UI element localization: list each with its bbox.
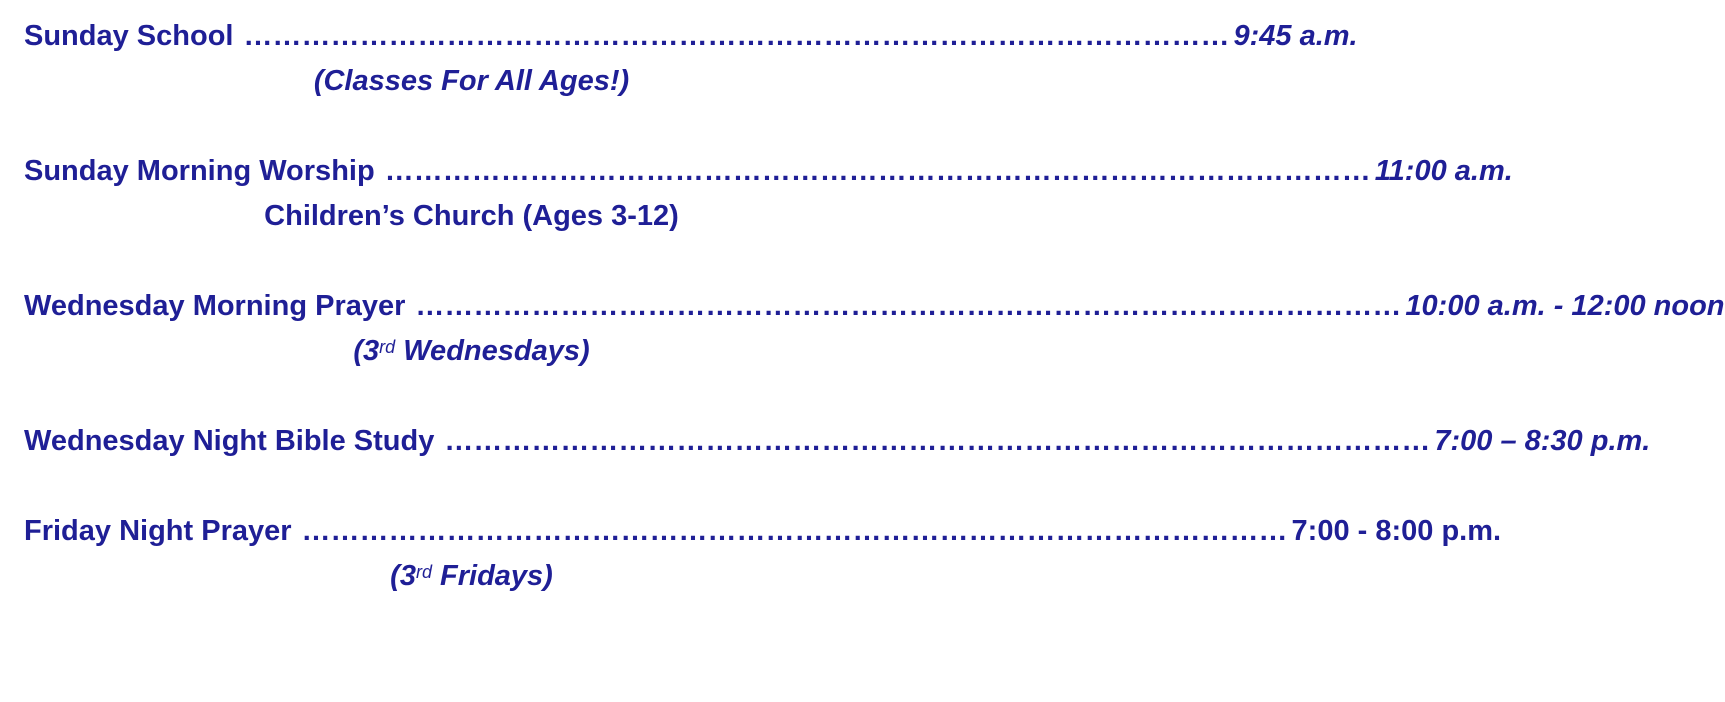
event-note: [24, 554, 919, 599]
event-note: Children’s Church (Ages 3-12): [264, 200, 679, 232]
note-prefix: (3: [353, 335, 380, 367]
dot-leader: …………………………………………………………………………………………: [444, 425, 1431, 457]
spacer: [24, 239, 919, 284]
schedule-row-sunday-morning-worship: [24, 149, 1513, 194]
schedule-row-friday-night-prayer: [24, 509, 1502, 554]
spacer: [24, 104, 919, 149]
event-name: Friday Night Prayer: [24, 515, 292, 547]
spacer: [24, 464, 919, 509]
event-time: 7:00 – 8:30 p.m.: [1434, 425, 1651, 457]
note-superscript: rd: [415, 562, 432, 582]
note-suffix: Wednesdays): [395, 335, 590, 367]
event-name: Sunday School: [24, 20, 234, 52]
dot-leader: …………………………………………………………………………………………: [243, 20, 1230, 52]
schedule-row-sunday-school: [24, 14, 1358, 59]
spacer: [24, 374, 919, 419]
dot-leader: …………………………………………………………………………………………: [301, 515, 1288, 547]
dot-leader: …………………………………………………………………………………………: [384, 155, 1371, 187]
event-name: Sunday Morning Worship: [24, 155, 375, 187]
schedule-row-wednesday-night-bible-study: [24, 419, 1651, 464]
note-superscript: rd: [379, 337, 396, 357]
schedule-row-wednesday-morning-prayer: [24, 284, 1725, 329]
event-time: 7:00 - 8:00 p.m.: [1291, 515, 1502, 547]
service-schedule: [24, 14, 1725, 599]
event-note: [24, 329, 919, 374]
event-time: 10:00 a.m. - 12:00 noon: [1405, 290, 1725, 322]
event-time: 9:45 a.m.: [1233, 20, 1358, 52]
note-suffix: Fridays): [431, 560, 553, 592]
event-note: (Classes For All Ages!): [313, 65, 630, 97]
event-time: 11:00 a.m.: [1374, 155, 1513, 187]
event-name: Wednesday Night Bible Study: [24, 425, 435, 457]
note-prefix: (3: [390, 560, 416, 592]
dot-leader: …………………………………………………………………………………………: [415, 290, 1402, 322]
event-name: Wednesday Morning Prayer: [24, 290, 406, 322]
